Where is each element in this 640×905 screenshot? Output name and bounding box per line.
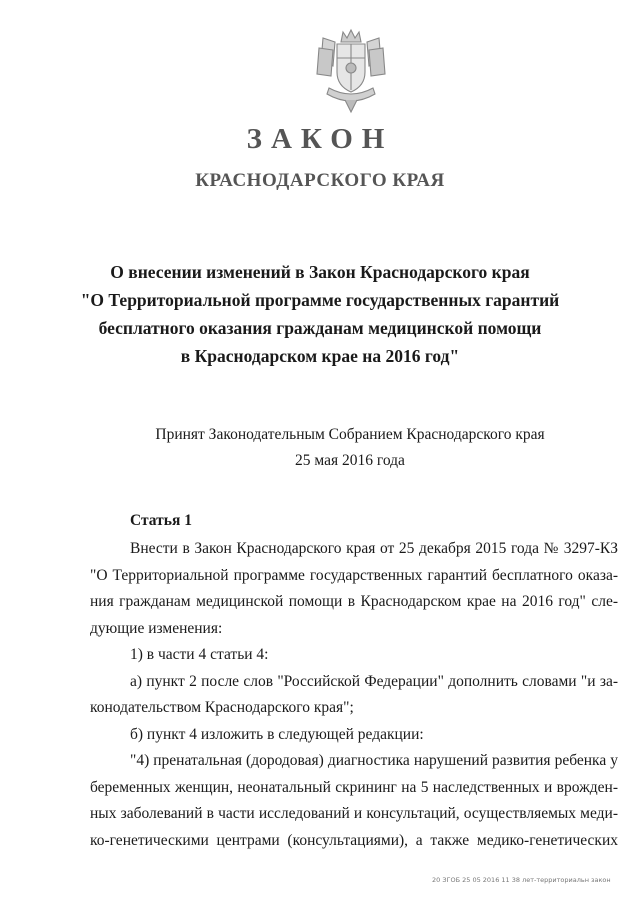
region-title: КРАСНОДАРСКОГО КРАЯ (195, 170, 445, 191)
body-line: б) пункт 4 изложить в следующей редакции: (130, 725, 424, 743)
subject-line: О внесении изменений в Закон Краснодарского края (110, 262, 530, 282)
body-line: ния гражданам медицинской помощи в Краснодарском крае на 2016 год" сле- (90, 593, 618, 610)
subject-line: бесплатного оказания гражданам медицинской помощи (98, 318, 542, 338)
body-line: "4) пренатальная (дородовая) диагностика нарушений развития ребенка у (130, 752, 618, 769)
adoption-text: Принят Законодательным Собранием Краснодарского края (155, 426, 545, 443)
footer-stamp: 20 ЗГОБ 25 05 2016 11 38 лет-территориальн закон (432, 876, 611, 884)
adoption-date: 25 мая 2016 года (295, 452, 405, 469)
body-line: "О Территориальной программе государственных гарантий бесплатного оказа- (90, 566, 618, 584)
body-line: конодательством Краснодарского края"; (90, 699, 354, 716)
body-line: Внести в Закон Краснодарского края от 25 декабря 2015 года № 3297-КЗ (130, 540, 618, 557)
body-line: 1) в части 4 статьи 4: (130, 646, 269, 663)
body-line: а) пункт 2 после слов "Российской Федерации" дополнить словами "и за- (130, 672, 618, 690)
subject-line: "О Территориальной программе государственных гарантий (80, 290, 560, 310)
body-line: дующие изменения: (90, 619, 223, 637)
coat-of-arms-emblem (315, 28, 387, 114)
adoption-note (0, 422, 640, 474)
law-subject (0, 258, 640, 370)
article-body (90, 536, 618, 854)
body-line: беременных женщин, неонатальный скрининг на 5 наследственных и врожден- (90, 778, 618, 796)
article-heading: Статья 1 (130, 512, 192, 529)
body-line: ных заболеваний в части исследований и консультаций, осуществляемых меди- (90, 805, 618, 822)
body-line: ко-генетическими центрами (консультациями), а также медико-генетических (90, 831, 618, 849)
subject-line: в Краснодарском крае на 2016 год" (180, 346, 460, 366)
law-title: ЗАКОН (246, 123, 394, 155)
